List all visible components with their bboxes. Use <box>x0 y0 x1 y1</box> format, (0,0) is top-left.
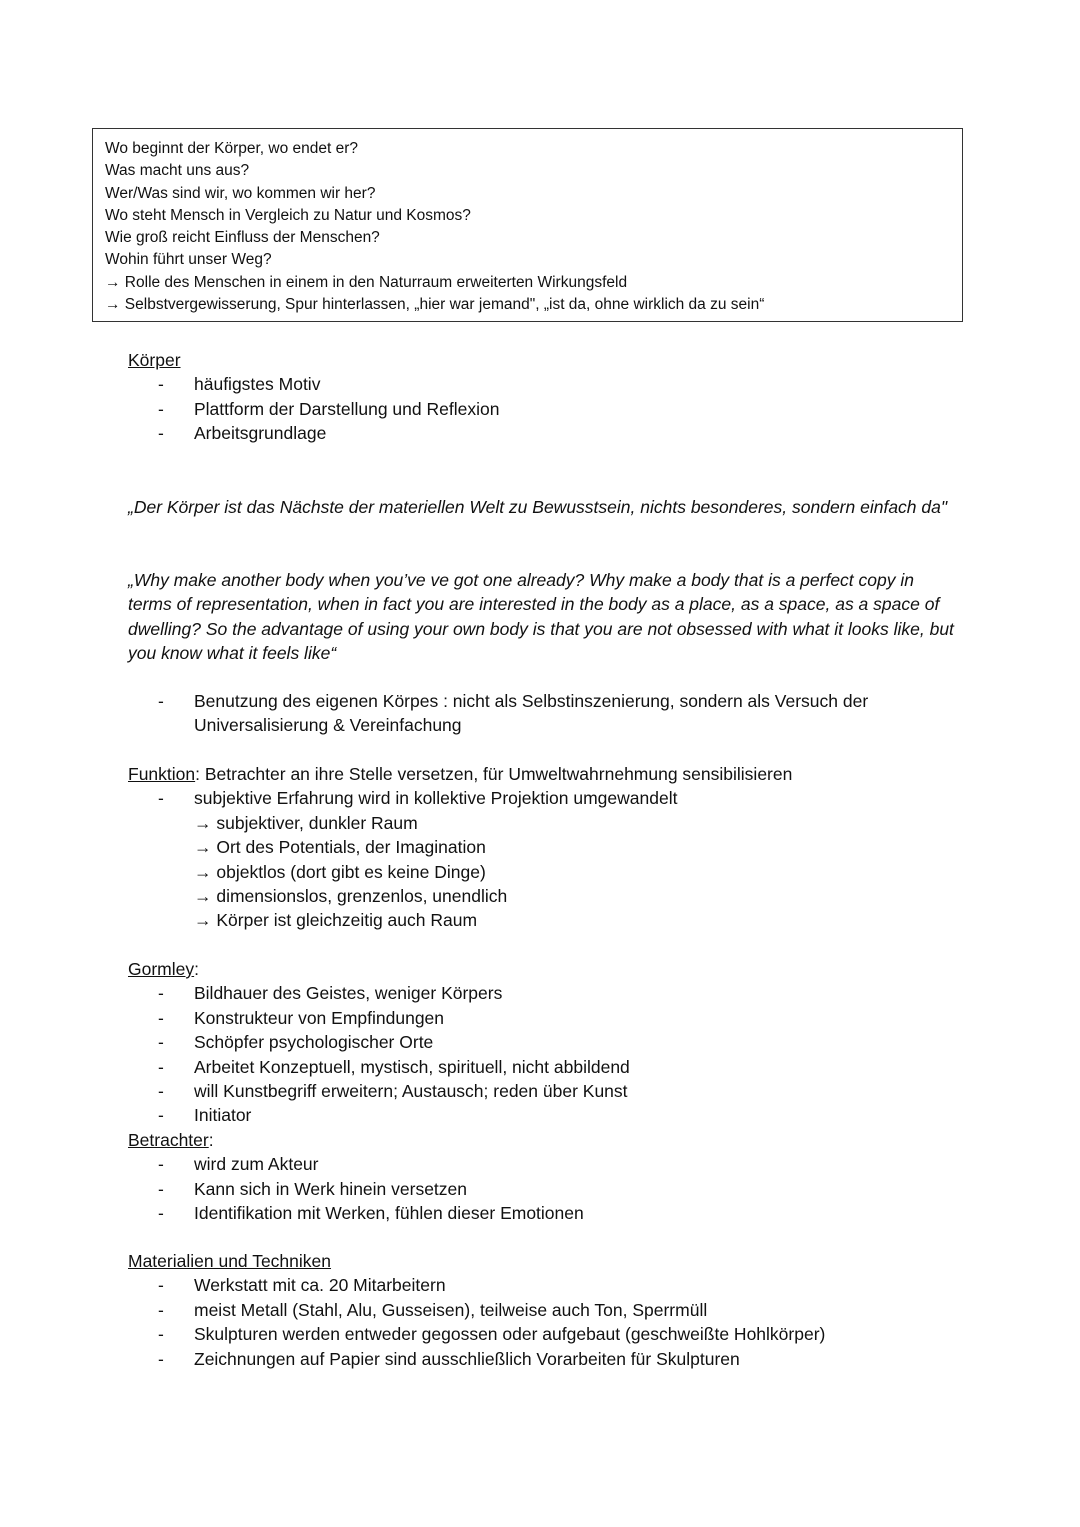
dash-bullet: - <box>158 983 164 1004</box>
box-line: Wohin führt unser Weg? <box>105 251 272 269</box>
dash-bullet: - <box>158 398 164 419</box>
list-item: - Initiator <box>128 1103 630 1127</box>
dash-bullet: - <box>158 1299 164 1320</box>
dash-bullet: - <box>158 423 164 444</box>
questions-box <box>92 128 963 322</box>
list-item: - Arbeitsgrundlage <box>128 421 499 445</box>
box-line: → Selbstvergewisserung, Spur hinterlassen, „hier war jemand", „ist da, ohne wirklich da zu sein“ <box>105 296 765 314</box>
dash-bullet: - <box>158 1081 164 1102</box>
arrow-item: → subjektiver, dunkler Raum <box>194 812 418 833</box>
list-item-continuation: Universalisierung & Vereinfachung <box>194 715 462 736</box>
gormley-heading: Gormley <box>128 959 195 979</box>
list-item: - Bildhauer des Geistes, weniger Körpers <box>128 981 630 1005</box>
materialien-heading: Materialien und Techniken <box>128 1251 332 1271</box>
dash-bullet: - <box>158 1154 164 1175</box>
funktion-heading-line <box>128 762 792 786</box>
list-item: - Plattform der Darstellung und Reflexion <box>128 397 499 421</box>
quote-gormley: „Why make another body when you’ve ve got one already? Why make a body that is a perfect copy in terms of representation, when in fact you are interested in the body as a place, as a space, as a space of dwelling? So the advantage of using your own body is that you are not obsessed with what it looks like, but you know what it feels like“ <box>128 570 954 664</box>
list-item: - wird zum Akteur <box>128 1152 630 1176</box>
funktion-text: : Betrachter an ihre Stelle versetzen, für Umweltwahrnehmung sensibilisieren <box>195 764 793 784</box>
box-line: Wo steht Mensch in Vergleich zu Natur und Kosmos? <box>105 206 471 224</box>
arrow-item: → objektlos (dort gibt es keine Dinge) <box>194 861 486 882</box>
box-line: Wer/Was sind wir, wo kommen wir her? <box>105 184 376 202</box>
list-item: - Kann sich in Werk hinein versetzen <box>128 1177 630 1201</box>
box-line: Was macht uns aus? <box>105 162 250 180</box>
list-item: - Konstrukteur von Empfindungen <box>128 1006 630 1030</box>
list-item: - Werkstatt mit ca. 20 Mitarbeitern <box>128 1273 825 1297</box>
arrow-item: → dimensionslos, grenzenlos, unendlich <box>194 886 508 907</box>
koerper-heading: Körper <box>128 350 181 370</box>
dash-bullet: - <box>158 1275 164 1296</box>
betrachter-heading: Betrachter <box>128 1129 209 1150</box>
list-item: - Schöpfer psychologischer Orte <box>128 1030 630 1054</box>
dash-bullet: - <box>158 1348 164 1369</box>
list-item: - Arbeitet Konzeptuell, mystisch, spirituell, nicht abbildend <box>128 1055 630 1079</box>
betrachter-heading-line: Betrachter: <box>128 1129 214 1150</box>
gormley-section <box>128 957 630 1225</box>
box-line: → Rolle des Menschen in einem in den Naturraum erweiterten Wirkungsfeld <box>105 273 628 291</box>
list-item: - subjektive Erfahrung wird in kollektive Projektion umgewandelt <box>128 786 792 810</box>
dash-bullet: - <box>158 1007 164 1028</box>
dash-bullet: - <box>158 1056 164 1077</box>
gormley-heading-line: Gormley: <box>128 959 199 979</box>
list-item: - Zeichnungen auf Papier sind ausschließlich Vorarbeiten für Skulpturen <box>128 1347 825 1371</box>
koerper-section <box>128 348 499 446</box>
dash-bullet: - <box>158 1203 164 1224</box>
list-item: - meist Metall (Stahl, Alu, Gusseisen), teilweise auch Ton, Sperrmüll <box>128 1298 825 1322</box>
dash-bullet: - <box>158 374 164 395</box>
dash-bullet: - <box>158 1032 164 1053</box>
materialien-section <box>128 1249 825 1371</box>
list-item: - häufigstes Motiv <box>128 372 499 396</box>
box-line: Wo beginnt der Körper, wo endet er? <box>105 140 359 157</box>
box-line: Wie groß reicht Einfluss der Menschen? <box>105 229 380 247</box>
funktion-section <box>128 762 792 933</box>
dash-bullet: - <box>158 1324 164 1345</box>
list-item: - will Kunstbegriff erweitern; Austausch; reden über Kunst <box>128 1079 630 1103</box>
list-item: - Identifikation mit Werken, fühlen dieser Emotionen <box>128 1201 630 1225</box>
dash-bullet: - <box>158 691 164 711</box>
list-item: - Skulpturen werden entweder gegossen oder aufgebaut (geschweißte Hohlkörper) <box>128 1322 825 1346</box>
dash-bullet: - <box>158 788 164 809</box>
quote-koerper: „Der Körper ist das Nächste der materiellen Welt zu Bewusstsein, nichts besonderes, sondern einfach da" <box>128 497 948 517</box>
dash-bullet: - <box>158 1105 164 1126</box>
benutzung-section <box>128 689 868 738</box>
dash-bullet: - <box>158 1178 164 1199</box>
arrow-item: → Körper ist gleichzeitig auch Raum <box>194 910 478 931</box>
arrow-item: → Ort des Potentials, der Imagination <box>194 837 486 858</box>
funktion-heading: Funktion <box>128 764 196 784</box>
list-item: - Benutzung des eigenen Körpes : nicht als Selbstinszenierung, sondern als Versuch der <box>128 689 868 713</box>
